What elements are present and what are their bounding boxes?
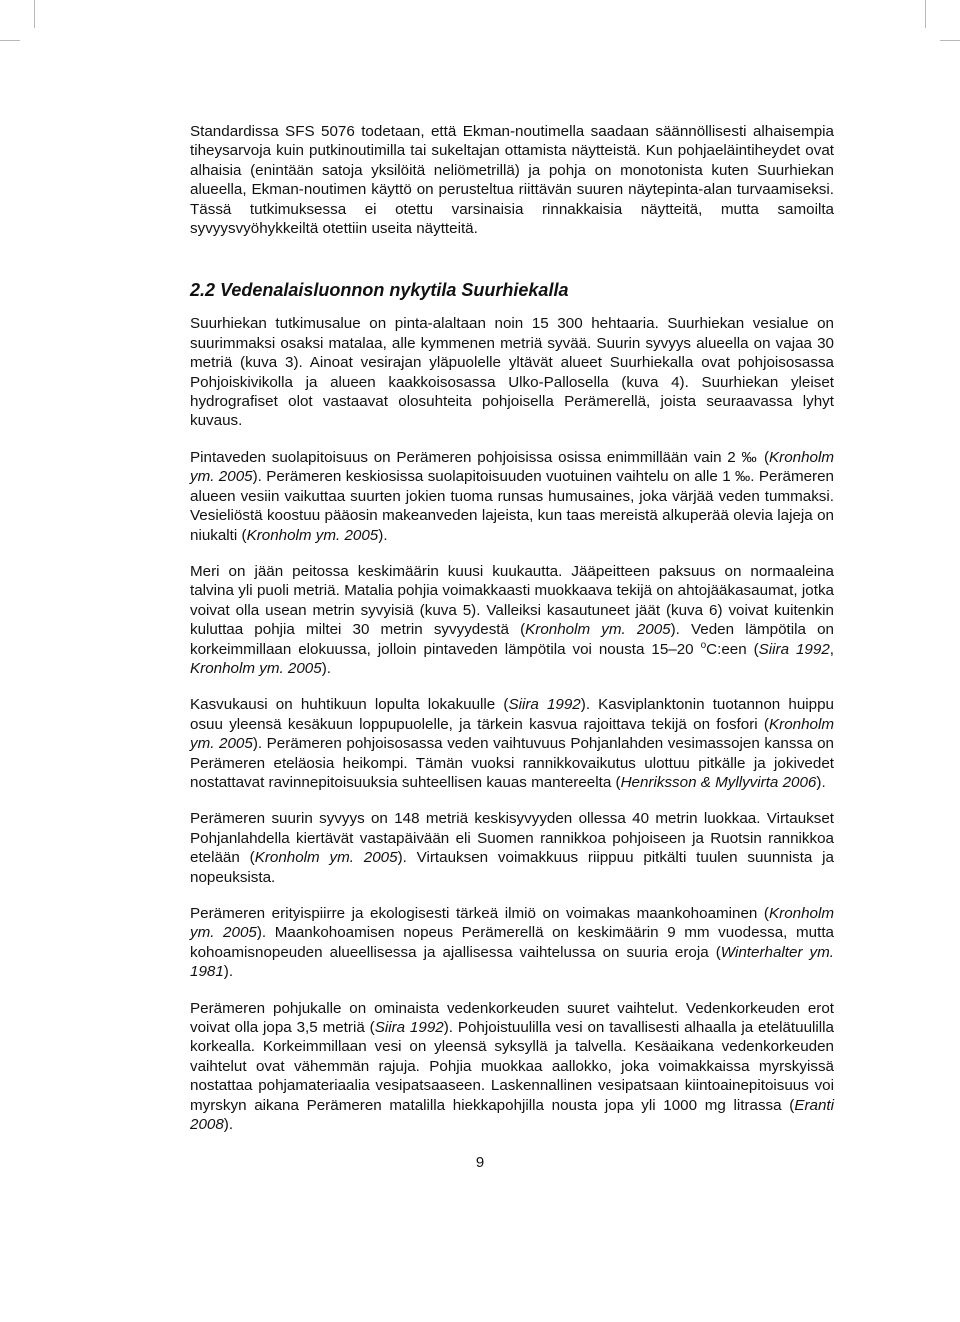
crop-mark-top-right-horizontal xyxy=(940,40,960,41)
crop-mark-top-right-vertical xyxy=(925,0,926,28)
citation: Kronholm ym. 2005 xyxy=(254,849,398,867)
page-number: 9 xyxy=(475,1154,485,1171)
degree-superscript: o xyxy=(700,639,707,651)
citation: Kronholm ym. 2005 xyxy=(246,526,379,544)
paragraph-ice: Meri on jään peitossa keskimäärin kuusi kuukautta. Jääpeitteen paksuus on normaaleina talvina yli puoli metriä. Matalia pohjia voimakkaasti muokkaava tekijä on ahtojääkasaumat, jotka voivat olla usean metrin syvyisiä (kuva 5). Valleiksi kasautuneet jäät (kuva 6) voivat kuitenkin kuluttaa pohjia miltei 30 metrin syvyydestä (Kronholm ym. 2005). Veden lämpötila on korkeimmillaan elokuussa, jolloin pintaveden lämpötila voi nousta 15–20 $^o$C:een (Siira 1992, Kronholm ym. 2005). xyxy=(190,562,834,677)
crop-mark-top-left-vertical xyxy=(34,0,35,28)
paragraph-depth-currents: Perämeren suurin syvyys on 148 metriä keskisyvyyden ollessa 40 metrin luokkaa. Virtaukset Pohjanlahdella kiertävät vastapäivään eli Suomen rannikkoa pohjoiseen ja Ruotsin rannikkoa etelään (Kronholm ym. 2005). Virtauksen voimakkuus riippuu pitkälti tuulen suunnista ja nopeuksista. xyxy=(190,810,834,886)
citation: Kronholm ym. 2005 xyxy=(190,905,834,942)
citation: Eranti 2008 xyxy=(190,1096,834,1134)
citation: Kronholm ym. 2005 xyxy=(190,448,834,486)
citation: Siira 1992 xyxy=(374,1019,444,1037)
citation: Kronholm ym. 2005 xyxy=(190,715,834,753)
citation: Henriksson & Myllyvirta 2006 xyxy=(620,773,817,791)
citation: Siira 1992 xyxy=(508,696,581,714)
paragraph-land-uplift: Perämeren erityispiirre ja ekologisesti tärkeä ilmiö on voimakas maankohoaminen (Kronholm ym. 2005). Maankohoamisen nopeus Perämerellä on keskimäärin 9 mm vuodessa, mutta kohoamisnopeuden alueellisessa ja ajallisessa vaihtelussa on suuria eroja (Winterhalter ym. 1981). xyxy=(190,905,835,981)
citation: Kronholm ym. 2005 xyxy=(525,621,671,639)
paragraph-study-area: Suurhiekan tutkimusalue on pinta-alaltaan noin 15 300 hehtaaria. Suurhiekan vesialue on suurimmaksi osaksi matalaa, alle kymmenen metriä syvää. Suurin syvyys alueella on vajaa 30 metriä (kuva 3). Ainoat vesirajan yläpuolelle yltävät alueet Suurhiekalla ovat pohjoisosassa Pohjoiskivikolla ja alueen kaakkoisosassa Ulko-Pallosella (kuva 4). Suurhiekan yleiset hydrografiset olot vastaavat olosuhteita pohjoisella Perämerellä, joista seuraavassa lyhyt kuvaus. xyxy=(190,315,834,430)
paragraph-growing-season: Kasvukausi on huhtikuun lopulta lokakuulle (Siira 1992). Kasviplanktonin tuotannon huippu osuu yleensä kesäkuun loppupuolelle, ja tärkein kasvua rajoittava tekijä on fosfori (Kronholm ym. 2005). Perämeren pohjoisosassa veden vaihtuvuus Pohjanlahden vesimassojen kanssa on Perämeren eteläosia heikompi. Tämän vuoksi rannikkovaikutus ulottuu pitkälle ja jokivedet nostattavat ravinnepitoisuuksia suhteellisen kauas mantereelta (Henriksson & Myllyvirta 2006). xyxy=(190,696,834,791)
crop-mark-top-left-horizontal xyxy=(0,40,20,41)
citation: Winterhalter ym. 1981 xyxy=(190,943,835,981)
paragraph-water-level: Perämeren pohjukalle on ominaista vedenkorkeuden suuret vaihtelut. Vedenkorkeuden erot voivat olla jopa 3,5 metriä (Siira 1992). Pohjoistuulilla vesi on tavallisesti alhaalla ja etelätuulilla korkealla. Korkeimmillaan vesi on yleensä syksyllä ja talvella. Kesäaikana vedenkorkeuden vaihtelut ovat vähemmän rajuja. Pohjia muokkaa aallokko, joka voimakkaissa myrskyissä nostattaa pohjamateriaalia vesipatsaaseen. Laskennallinen vesipatsaan kiintoainepitoisuus voi myrskyn aikana Perämeren matalilla hiekkapohjilla nousta jopa yli 1000 mg litrassa (Eranti 2008). xyxy=(190,999,834,1134)
page-body xyxy=(190,122,834,1134)
paragraph-salinity: Pintaveden suolapitoisuus on Perämeren pohjoisissa osissa enimmillään vain 2 ‰ (Kronholm ym. 2005). Perämeren keskiosissa suolapitoisuuden vuotuinen vaihtelu on alle 1 ‰. Perämeren alueen vesiin vaikuttaa suurten jokien tuoma runsas humusaines, joka värjää veden tummaksi. Vesieliöstä koostuu pääosin makeanveden lajeista, kun taas mereistä alkuperää olevia lajeja on niukalti (Kronholm ym. 2005). xyxy=(190,448,834,544)
intro-paragraph: Standardissa SFS 5076 todetaan, että Ekman-noutimella saadaan säännöllisesti alhaisempia tiheysarvoja kuin putkinoutimilla tai sukeltajan ottamista näytteistä. Kun pohjaeläintiheydet ovat alhaisia (enintään satoja yksilöitä neliömetrillä) ja pohja on monotonista kuten Suurhiekan alueella, Ekman-noutimen käyttö on perusteltua riittävän suuren näytepinta-alan turvaamiseksi. Tässä tutkimuksessa ei otettu varsinaisia rinnakkaisia näytteitä, mutta samoilta syvyysvyöhykkeiltä otettiin useita näytteitä. xyxy=(190,123,834,238)
citation: Siira 1992 xyxy=(758,640,830,658)
section-heading: 2.2 Vedenalaisluonnon nykytila Suurhiekalla xyxy=(190,280,569,301)
citation: Kronholm ym. 2005 xyxy=(190,659,322,677)
